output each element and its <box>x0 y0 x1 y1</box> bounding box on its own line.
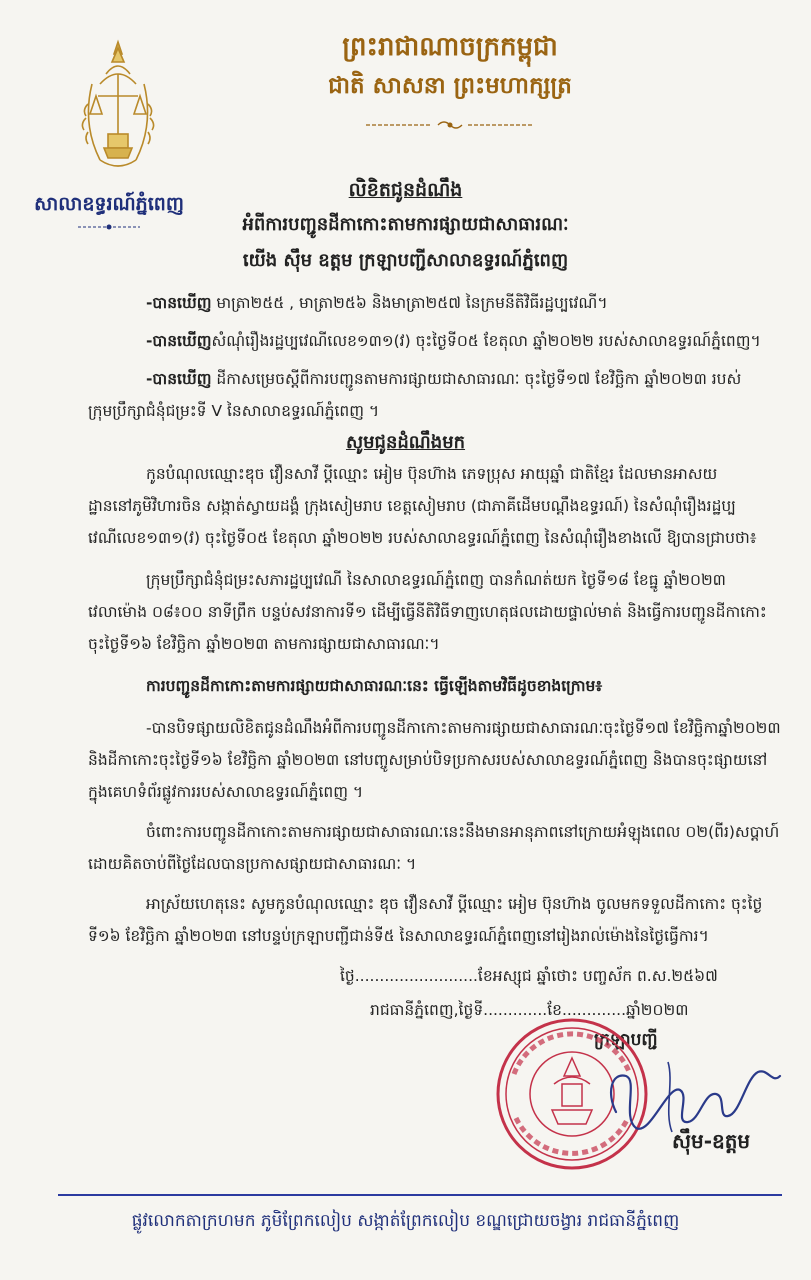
method-heading: ការបញ្ជូនដីកាកោះតាមការផ្សាយជាសាធារណៈនេះ ធ្វើឡើងតាមវិធីដូចខាងក្រោម៖ <box>146 677 603 695</box>
consideration-3-continued: ក្រុមប្រឹក្សាជំនុំជម្រះទី V នៃសាលាឧទ្ធរណ៍ភ្នំពេញ ។ <box>88 402 380 420</box>
footer-divider <box>58 1194 782 1196</box>
paragraph-line: ក្នុងគេហទំព័រផ្លូវការរបស់សាលាឧទ្ធរណ៍ភ្នំពេញ ។ <box>88 783 364 801</box>
document-subject: អំពីការបញ្ជូនដីកាកោះតាមការផ្សាយជាសាធារណៈ <box>242 214 569 235</box>
consideration-1: -បានឃើញ មាត្រា២៥៥ , មាត្រា២៥៦ និងមាត្រា២៥៧ នៃក្រមនីតិវិធីរដ្ឋប្បវេណី។ <box>146 294 608 312</box>
paragraph-line: ចំពោះការបញ្ជូនដីកាកោះតាមការផ្សាយជាសាធារណៈនេះនឹងមានអានុភាពនៅក្រោយអំឡុងពេល ០២(ពីរ)សប្តាហ៍ <box>146 823 780 841</box>
lunar-date: ថ្ងៃ.........................ខែអស្សុជ ឆ្នាំថោះ បញ្ចស័ក ព.ស.២៥៦៧ <box>340 967 718 985</box>
paragraph-line: និងដីកាកោះចុះថ្ងៃទី១៦ ខែវិច្ឆិកា ឆ្នាំ២០២៣ នៅបញ្ចូសម្រាប់បិទប្រកាសរបស់សាលាឧទ្ធរណ៍ភ្នំពេញ និងបានចុះផ្សាយនៅ <box>88 751 768 769</box>
signatory-title: ក្រឡាបញ្ជី <box>594 1030 658 1050</box>
paragraph-line: អាស្រ័យហេតុនេះ សូមកូនបំណុលឈ្មោះ ឌុច វឿនសាវី ប្តីឈ្មោះ អៀម ប៊ុនហ៊ាង ចូលមកទទួលដីកាកោះ ចុះថ្ងៃ <box>146 895 763 913</box>
paragraph-line: វេលាម៉ោង ០៨៖០០ នាទីព្រឹក បន្ទប់សវនាការទី១ ដើម្បីធ្វើនីតិវិធីទាញហេតុផលដោយផ្ទាល់មាត់ និងធ្វើការបញ្ជូនដីកាកោះ <box>88 603 767 621</box>
notify-heading: សូមជូនដំណឹងមក <box>345 432 466 453</box>
paragraph-line: កូនបំណុលឈ្មោះឌុច វឿនសាវី ប្តីឈ្មោះ អៀម ប៊ុនហ៊ាង ភេទប្រុស អាយុឆ្នាំ ជាតិខ្មែរ ដែលមានអាសយ <box>146 465 718 483</box>
paragraph-line: -បានបិទផ្សាយលិខិតជូនដំណឹងអំពីការបញ្ជូនដីកាកោះតាមការផ្សាយជាសាធារណៈចុះថ្ងៃទី១៧ ខែវិច្ឆិកាឆ្នាំ២០២៣ <box>146 719 781 737</box>
paragraph-line: វេណីលេខ១៣១(វ) ចុះថ្ងៃទី០៥ ខែតុលា ឆ្នាំ២០២២ របស់សាលាឧទ្ធរណ៍ភ្នំពេញ នៃសំណុំរឿងខាងលើ ឱ្យបានជ្រាបថា៖ <box>88 529 757 547</box>
court-emblem-icon <box>78 34 158 184</box>
paragraph-line: ដោយគិតចាប់ពីថ្ងៃដែលបានប្រកាសផ្សាយជាសាធារណៈ ។ <box>88 855 417 873</box>
paragraph-line: ក្រុមប្រឹក្សាជំនុំជម្រះសភារដ្ឋប្បវេណី នៃសាលាឧទ្ធរណ៍ភ្នំពេញ បានកំណត់យក ថ្ងៃទី១៨ ខែធ្នូ ឆ្នាំ២០២៣ <box>146 571 726 589</box>
consideration-3: -បានឃើញ ដីកាសម្រេចស្តីពីការបញ្ជូនតាមការផ្សាយជាសាធារណៈ ចុះថ្ងៃទី១៧ ខែវិច្ឆិកា ឆ្នាំ២០២៣ របស់ <box>146 370 742 388</box>
paragraph-line: ចុះថ្ងៃទី១៦ ខែវិច្ឆិកា ឆ្នាំ២០២៣ តាមការផ្សាយជាសាធារណៈ។ <box>88 635 440 653</box>
signatory-name: ស៊ឹម-ឧត្តម <box>672 1129 751 1153</box>
paragraph-line: ដ្ឋាននៅភូមិវិហារចិន សង្កាត់ស្វាយដង្គំ ក្រុងសៀមរាប ខេត្តសៀមរាប (ជាភាគីដើមបណ្តឹងឧទ្ធរណ៍) នៃសំណុំរឿងរដ្ឋប្ប <box>88 497 736 515</box>
paragraph-line: ទី១៦ ខែវិច្ឆិកា ឆ្នាំ២០២៣ នៅបន្ទប់ក្រឡាបញ្ជីជាន់ទី៥ នៃសាលាឧទ្ធរណ៍ភ្នំពេញនៅរៀងរាល់ម៉ោងនៃថ្ងៃធ្វើការ។ <box>88 927 709 945</box>
document-issuer: យើង ស៊ឹម ឧត្តម ក្រឡាបញ្ជីសាលាឧទ្ធរណ៍ភ្នំពេញ <box>242 250 569 271</box>
consideration-2: -បានឃើញសំណុំរឿងរដ្ឋប្បវេណីលេខ១៣១(វ) ចុះថ្ងៃទី០៥ ខែតុលា ឆ្នាំ២០២២ របស់សាលាឧទ្ធរណ៍ភ្នំពេញ។ <box>146 332 761 350</box>
ornament-divider-icon <box>362 118 538 132</box>
footer-address: ផ្លូវលោកតាក្រហមក ភូមិព្រែកលៀប សង្កាត់ព្រែកលៀប ខណ្ឌជ្រោយចង្វារ រាជធានីភ្នំពេញ <box>131 1211 680 1231</box>
document-type: លិខិតជូនដំណឹង <box>348 179 463 201</box>
court-name: សាលាឧទ្ធរណ៍ភ្នំពេញ <box>34 193 184 215</box>
handwritten-signature <box>576 1032 786 1142</box>
national-motto: ជាតិ សាសនា ព្រះមហាក្សត្រ <box>328 73 572 99</box>
kingdom-title: ព្រះរាជាណាចក្រកម្ពុជា <box>342 32 558 62</box>
gregorian-date: រាជធានីភ្នំពេញ,ថ្ងៃទី.............ខែ.............ឆ្នាំ២០២៣ <box>370 1001 689 1019</box>
